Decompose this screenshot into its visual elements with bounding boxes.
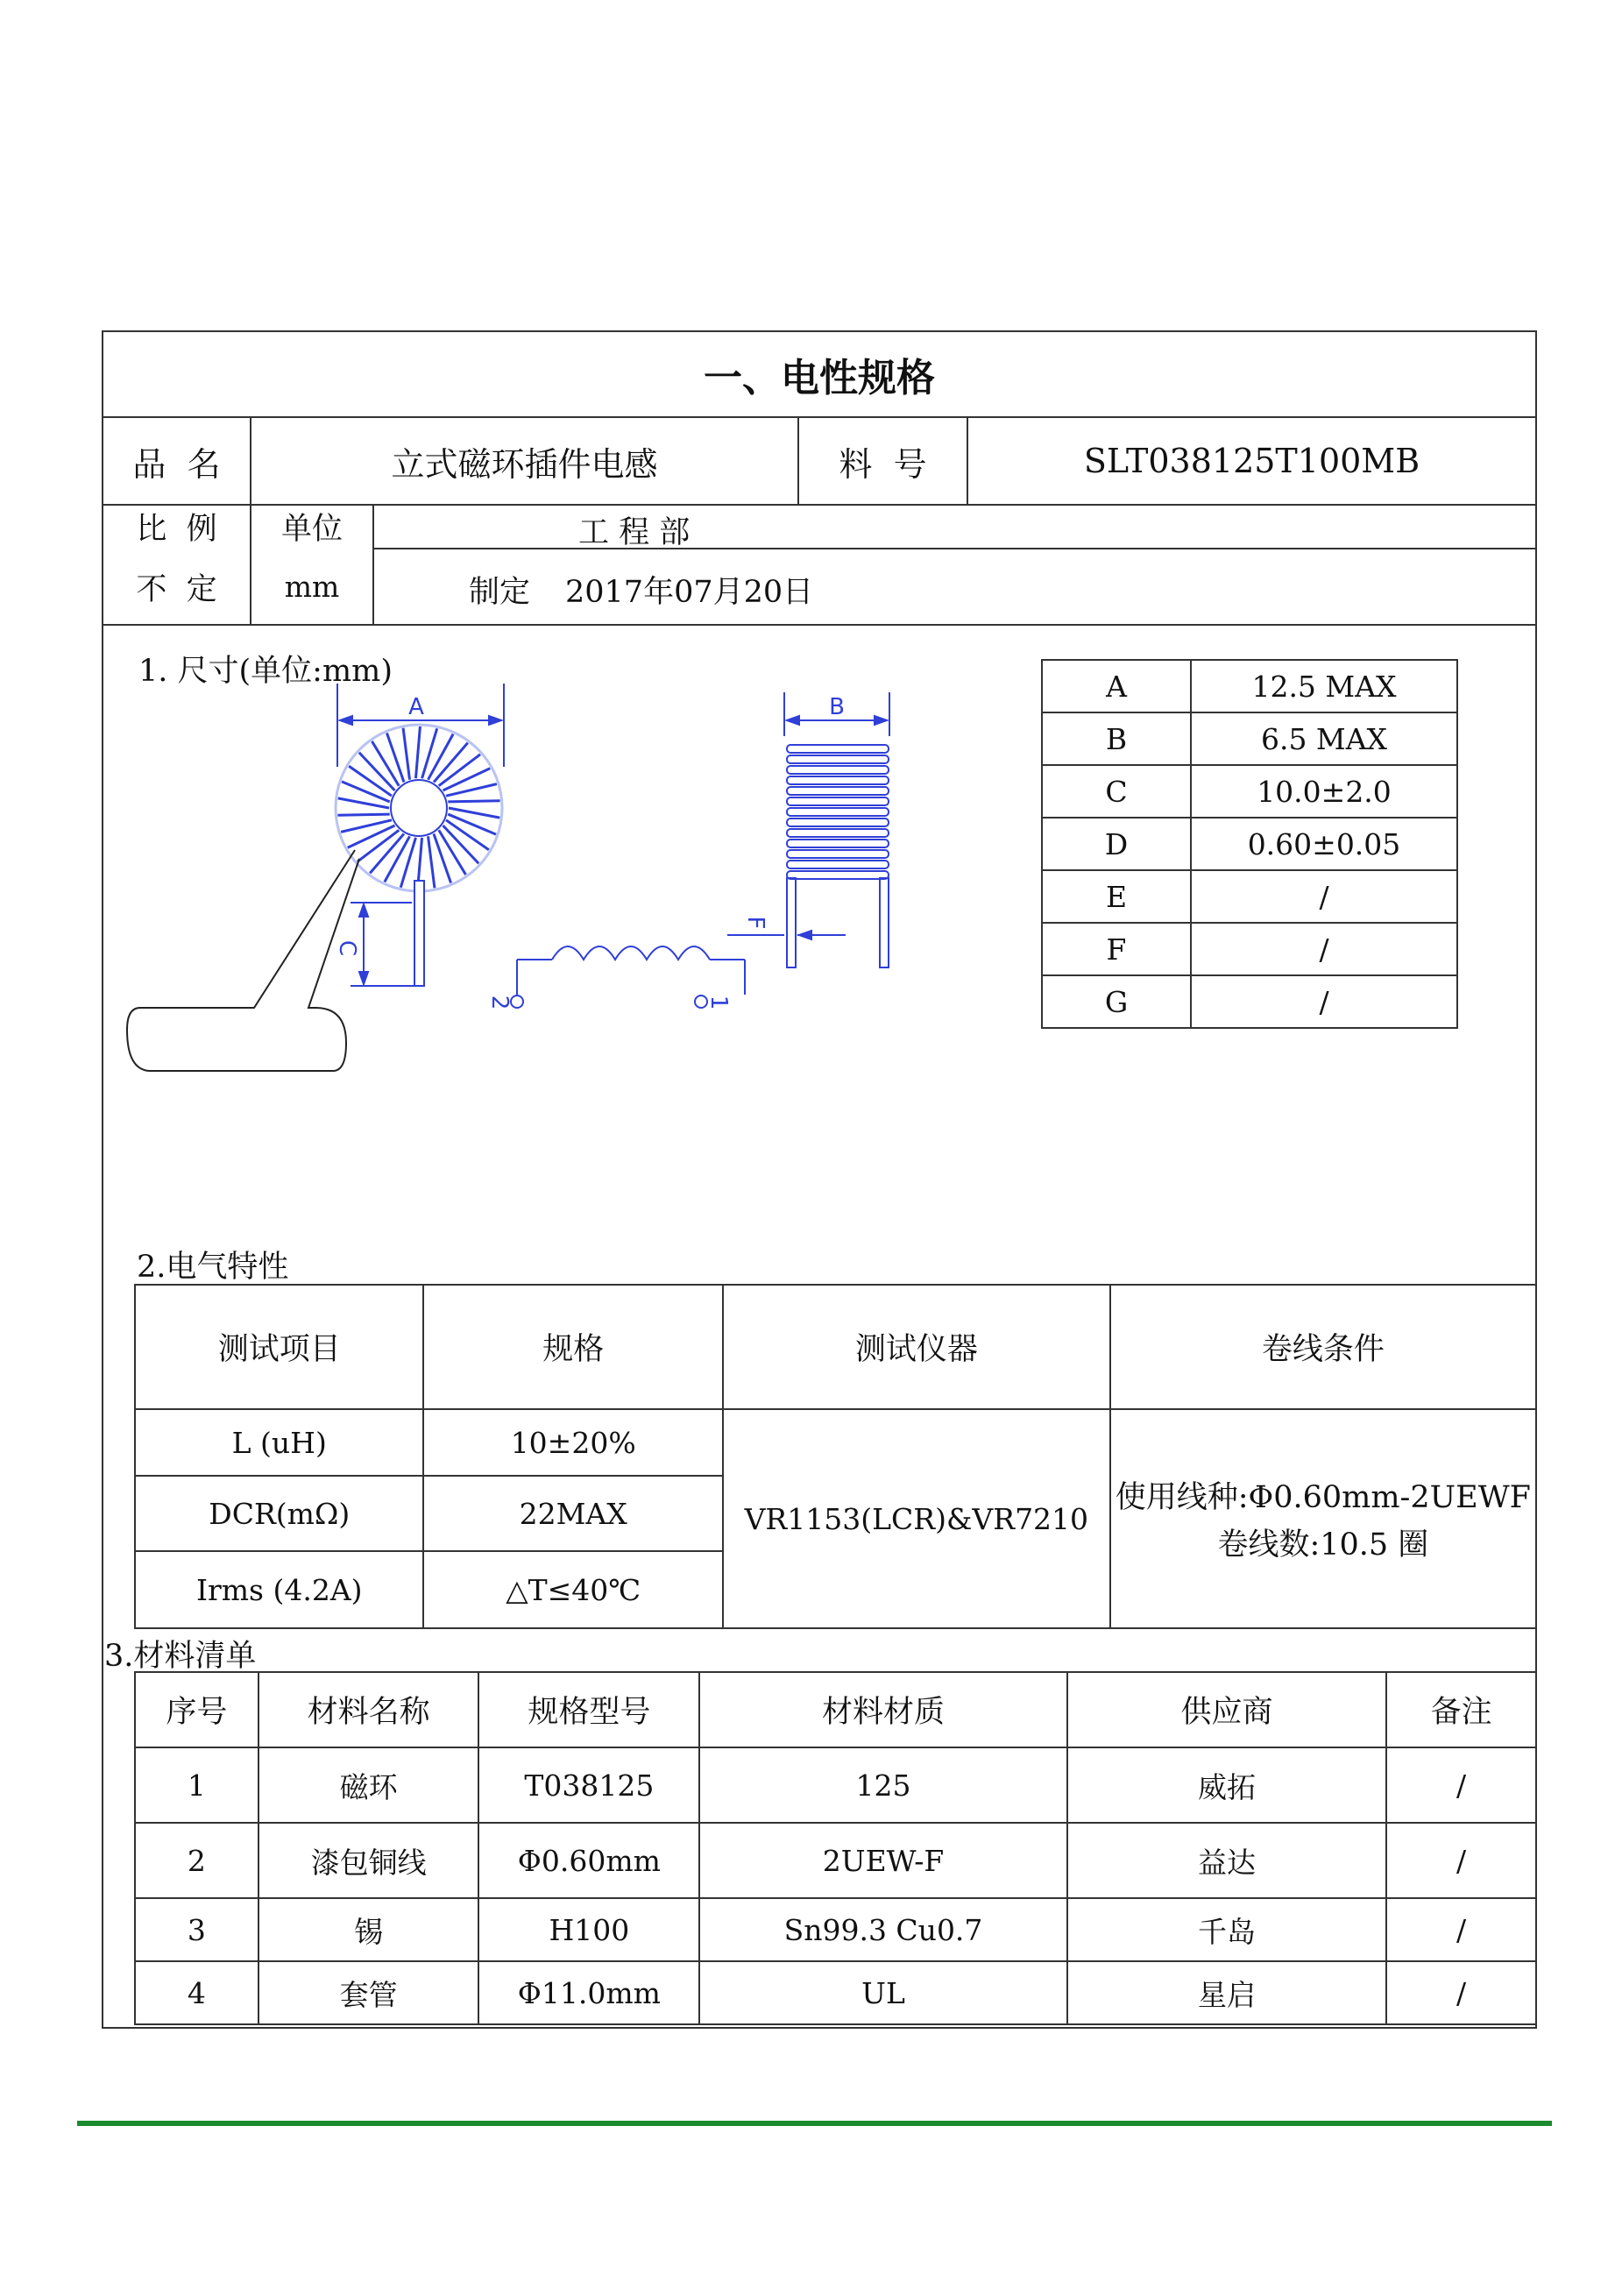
- materials-table: [134, 1671, 1537, 2025]
- material-material: 125: [699, 1747, 1066, 1823]
- product-name-value: 立式磁环插件电感: [391, 444, 658, 484]
- material-name: 套管: [259, 1961, 479, 2024]
- material-no: 2: [135, 1823, 259, 1898]
- material-model: Φ11.0mm: [478, 1961, 699, 2024]
- winding-turn: [434, 833, 451, 882]
- winding-line1: 使用线种:Φ0.60mm-2UEWF: [1115, 1480, 1531, 1515]
- side-coil-turn: [787, 797, 889, 805]
- winding-turn: [403, 728, 409, 780]
- winding-line2: 卷线数:10.5 圈: [1217, 1527, 1429, 1563]
- elec-spec-dcr: 22MAX: [423, 1476, 722, 1551]
- mat-col-material: 材料材质: [699, 1672, 1066, 1747]
- page-title: 一、电性规格: [704, 356, 935, 400]
- side-coil-turn: [787, 871, 889, 879]
- made-label: 制定: [469, 575, 531, 610]
- dimension-value: 0.60±0.05: [1191, 818, 1457, 870]
- label-c: C: [334, 939, 360, 957]
- side-coil-turn: [787, 808, 889, 816]
- material-no: 4: [135, 1961, 259, 2024]
- winding-turn: [415, 726, 420, 778]
- side-coil-turn: [787, 776, 889, 784]
- scale-label: 比 例: [136, 512, 217, 547]
- mat-col-note: 备注: [1386, 1672, 1536, 1747]
- mat-col-model: 规格型号: [478, 1672, 699, 1747]
- winding-turn: [337, 814, 389, 815]
- table-row: [135, 1747, 1536, 1823]
- material-material: Sn99.3 Cu0.7: [699, 1898, 1066, 1961]
- side-coil-turn: [787, 861, 889, 868]
- dimension-row: [1042, 765, 1457, 818]
- label-pin1: 1: [705, 995, 732, 1010]
- elec-item-irms: Irms (4.2A): [135, 1551, 423, 1628]
- side-coil-turn: [787, 766, 889, 774]
- dimension-value: /: [1191, 923, 1457, 975]
- material-material: 2UEW-F: [699, 1823, 1066, 1898]
- elec-item-dcr: DCR(mΩ): [135, 1476, 423, 1551]
- material-name: 锡: [259, 1898, 479, 1961]
- part-no-value: SLT038125T100MB: [1083, 442, 1420, 480]
- made-date: 2017年07月20日: [565, 575, 814, 610]
- label-f: F: [742, 916, 769, 930]
- product-name-label: 品 名: [132, 444, 221, 484]
- elec-col-winding: 卷线条件: [1110, 1285, 1536, 1409]
- inductor-drawing: [114, 684, 955, 1095]
- dimension-row: [1042, 923, 1457, 975]
- scale-value: 不 定: [136, 571, 217, 607]
- unit-label: 单位: [280, 512, 343, 547]
- elec-col-item: 测试项目: [135, 1285, 423, 1409]
- material-note: /: [1386, 1898, 1536, 1961]
- mat-col-supplier: 供应商: [1067, 1672, 1386, 1747]
- mat-col-no: 序号: [135, 1672, 259, 1747]
- footer-line: [77, 2121, 1552, 2126]
- electrical-table: [134, 1284, 1537, 1629]
- material-model: H100: [478, 1898, 699, 1961]
- label-pin2: 2: [486, 995, 513, 1010]
- dimension-row: [1042, 660, 1457, 712]
- side-coil-turn: [787, 787, 889, 795]
- material-model: T038125: [478, 1747, 699, 1823]
- elec-col-instrument: 测试仪器: [723, 1285, 1110, 1409]
- dimension-key: G: [1042, 975, 1191, 1028]
- winding-turn: [429, 836, 435, 888]
- unit-value: mm: [284, 570, 340, 604]
- department: 工 程 部: [578, 515, 691, 550]
- elec-instrument: VR1153(LCR)&VR7210: [723, 1409, 1110, 1628]
- winding-turn: [422, 728, 437, 778]
- dimension-key: D: [1042, 818, 1191, 870]
- winding-turn: [400, 838, 415, 888]
- side-coil-turn: [787, 829, 889, 837]
- material-supplier: 威拓: [1067, 1747, 1386, 1823]
- elec-item-l: L (uH): [135, 1409, 423, 1476]
- section3-heading: 3.材料清单: [104, 1639, 257, 1674]
- dimension-key: C: [1042, 765, 1191, 818]
- mat-col-name: 材料名称: [259, 1672, 479, 1747]
- side-coil-turn: [787, 745, 889, 753]
- material-note: /: [1386, 1961, 1536, 2024]
- label-a: A: [408, 694, 424, 720]
- dimension-value: 12.5 MAX: [1191, 660, 1457, 712]
- elec-spec-irms: △T≤40℃: [423, 1551, 722, 1628]
- material-supplier: 千岛: [1067, 1898, 1386, 1961]
- dimension-value: 6.5 MAX: [1191, 712, 1457, 765]
- dimensions-table: [1041, 659, 1458, 1029]
- elec-spec-l: 10±20%: [423, 1409, 722, 1476]
- dimension-row: [1042, 870, 1457, 923]
- elec-col-spec: 规格: [423, 1285, 722, 1409]
- side-coil-turn: [787, 818, 889, 826]
- material-supplier: 星启: [1067, 1961, 1386, 2024]
- dimension-row: [1042, 975, 1457, 1028]
- table-row: [135, 1898, 1536, 1961]
- material-note: /: [1386, 1747, 1536, 1823]
- table-row: [135, 1823, 1536, 1898]
- material-model: Φ0.60mm: [478, 1823, 699, 1898]
- side-coil-turn: [787, 850, 889, 858]
- label-b: B: [829, 694, 845, 720]
- dimension-row: [1042, 712, 1457, 765]
- dimension-value: /: [1191, 870, 1457, 923]
- dimension-value: 10.0±2.0: [1191, 765, 1457, 818]
- elec-winding: [1110, 1409, 1536, 1628]
- section1-heading: 1. 尺寸(单位:mm): [138, 654, 393, 689]
- winding-turn: [386, 733, 404, 782]
- material-material: UL: [699, 1961, 1066, 2024]
- dimension-key: A: [1042, 660, 1191, 712]
- material-name: 磁环: [259, 1747, 479, 1823]
- winding-turn: [342, 782, 390, 802]
- dimension-key: F: [1042, 923, 1191, 975]
- material-no: 1: [135, 1747, 259, 1823]
- material-no: 3: [135, 1898, 259, 1961]
- table-row: [135, 1961, 1536, 2024]
- dimension-key: B: [1042, 712, 1191, 765]
- side-coil-turn: [787, 840, 889, 847]
- dimension-key: E: [1042, 870, 1191, 923]
- dimension-value: /: [1191, 975, 1457, 1028]
- section2-heading: 2.电气特性: [137, 1250, 289, 1285]
- material-note: /: [1386, 1823, 1536, 1898]
- winding-turn: [448, 801, 499, 802]
- part-no-label: 料 号: [839, 444, 927, 484]
- dimension-row: [1042, 818, 1457, 870]
- material-name: 漆包铜线: [259, 1823, 479, 1898]
- winding-turn: [448, 814, 496, 834]
- side-coil-turn: [787, 755, 889, 763]
- material-supplier: 益达: [1067, 1823, 1386, 1898]
